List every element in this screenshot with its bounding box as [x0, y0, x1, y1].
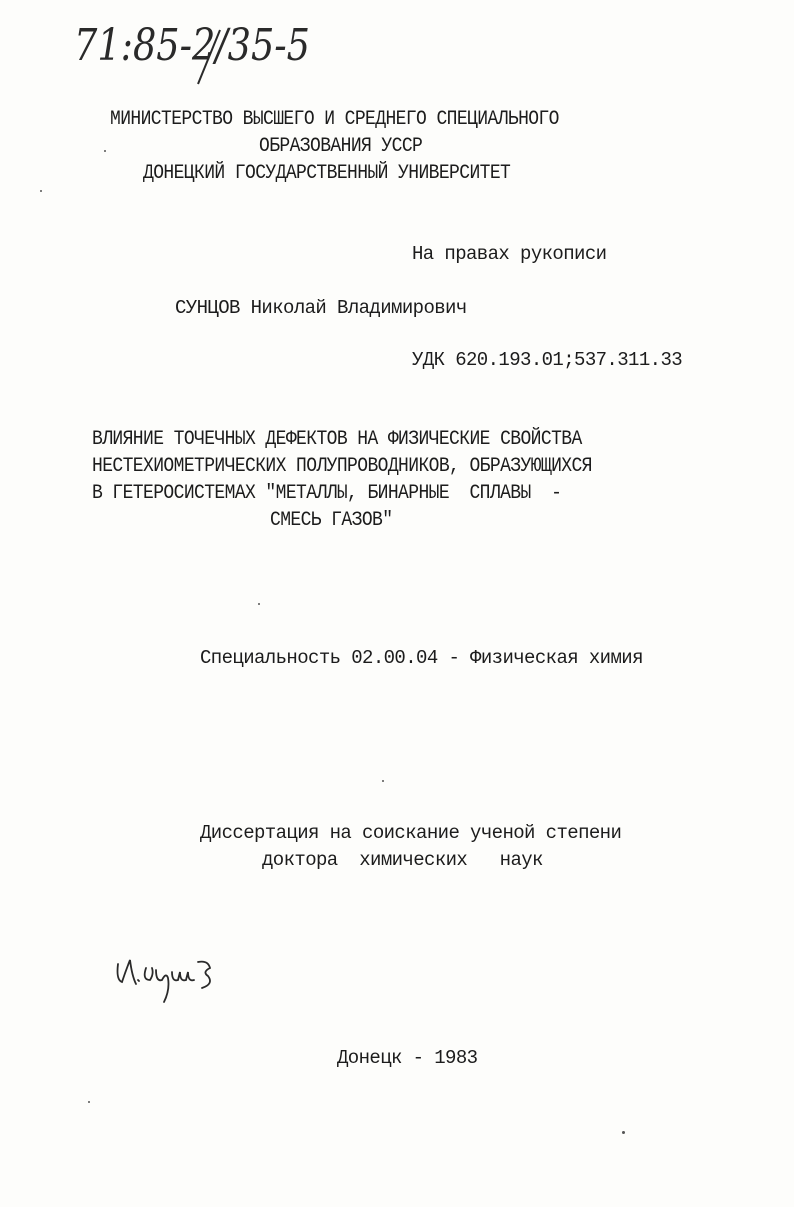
title-line-4: СМЕСЬ ГАЗОВ": [270, 509, 393, 532]
university-name: ДОНЕЦКИЙ ГОСУДАРСТВЕННЫЙ УНИВЕРСИТЕТ: [143, 162, 511, 185]
paper-speck: [88, 1101, 90, 1103]
signature-text: Н.Сунц: [112, 950, 116, 951]
title-line-2: НЕСТЕХИОМЕТРИЧЕСКИХ ПОЛУПРОВОДНИКОВ, ОБРАЗУЮЩИХСЯ: [92, 455, 592, 478]
archive-code-text: 71:85-2/35-5: [74, 20, 310, 71]
signature-stroke: [118, 960, 211, 1002]
place-and-year: Донецк - 1983: [337, 1047, 478, 1069]
udc-code: УДК 620.193.01;537.311.33: [412, 349, 683, 371]
degree-line-2: доктора химических наук: [262, 849, 543, 871]
specialty-line: Специальность 02.00.04 - Физическая химия: [200, 647, 643, 669]
handwritten-archive-code: [70, 8, 320, 88]
ministry-line-2: ОБРАЗОВАНИЯ УССР: [259, 135, 423, 158]
author-name: СУНЦОВ Николай Владимирович: [175, 297, 467, 319]
paper-speck: [622, 1131, 625, 1134]
title-line-3: В ГЕТЕРОСИСТЕМАХ "МЕТАЛЛЫ, БИНАРНЫЕ СПЛАВЫ -: [92, 482, 562, 505]
title-line-1: ВЛИЯНИЕ ТОЧЕЧНЫХ ДЕФЕКТОВ НА ФИЗИЧЕСКИЕ СВОЙСТВА: [92, 428, 582, 451]
handwritten-signature: [112, 950, 222, 1010]
paper-speck: [382, 780, 384, 782]
ministry-line-1: МИНИСТЕРСТВО ВЫСШЕГО И СРЕДНЕГО СПЕЦИАЛЬНОГО: [110, 108, 559, 131]
paper-speck: [258, 603, 260, 605]
paper-speck: [104, 150, 106, 152]
degree-line-1: Диссертация на соискание ученой степени: [200, 822, 622, 844]
rights-note: На правах рукописи: [412, 243, 607, 265]
paper-speck: [40, 190, 42, 192]
